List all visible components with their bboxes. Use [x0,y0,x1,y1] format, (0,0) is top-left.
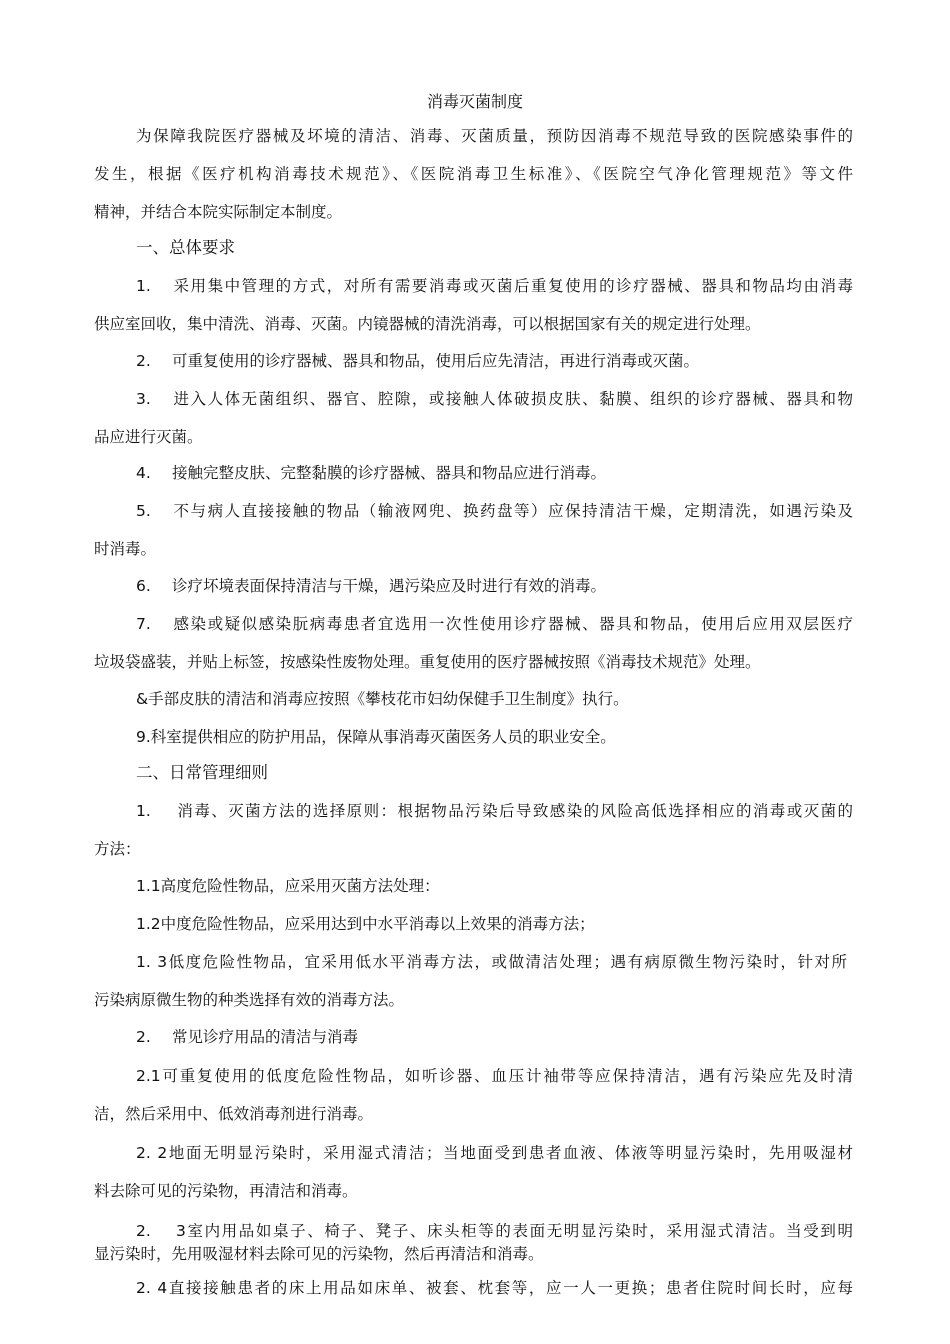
s1-item5-line2: 时消毒。 [94,540,157,558]
s1-item1-line2: 供应室回收，集中清洗、消毒、灭菌。内镜器械的清洗消毒，可以根据国家有关的规定进行处理。 [94,315,761,333]
s1-item4-text: 接触完整皮肤、完整黏膜的诊疗器械、器具和物品应进行消毒。 [172,464,607,482]
s2-item2-3-number: 2. [136,1222,151,1240]
intro-line-2: 发生，根据《医疗机构消毒技术规范》、《医院消毒卫生标准》、《医院空气净化管理规范》等文件 [94,165,853,183]
s2-item1-3-line2: 污染病原微生物的种类选择有效的消毒方法。 [94,991,405,1009]
s2-item2-3-text: 3室内用品如桌子、椅子、凳子、床头柜等的表面无明显污染时，采用湿式清洁。当受到明 [176,1222,853,1240]
s1-item8: &手部皮肤的清洁和消毒应按照《攀枝花市妇幼保健手卫生制度》执行。 [136,690,629,708]
s2-item2-3-line1 [136,1221,853,1241]
s1-item2-text: 可重复使用的诊疗器械、器具和物品，使用后应先清洁，再进行消毒或灭菌。 [172,352,700,370]
s2-item2-number: 2. [136,1028,151,1046]
s2-item1-text: 消毒、灭菌方法的选择原则：根据物品污染后导致感染的风险高低选择相应的消毒或灭菌的 [176,802,853,820]
s1-item6 [136,576,606,596]
s1-item7-line2: 垃圾袋盛装，并贴上标签，按感染性废物处理。重复使用的医疗器械按照《消毒技术规范》处理。 [94,653,761,671]
s2-item2-1-line1: 2.1可重复使用的低度危险性物品，如听诊器、血压计袖带等应保持清洁，遇有污染应先及时清 [136,1067,853,1085]
s2-item1-line1 [136,801,853,821]
s2-item1-2: 1.2中度危险性物品，应采用达到中水平消毒以上效果的消毒方法； [136,915,595,933]
s1-item5-line1 [136,501,853,521]
s1-item3-line2: 品应进行灭菌。 [94,428,203,446]
s1-item1-text: 采用集中管理的方式，对所有需要消毒或灭菌后重复使用的诊疗器械、器具和物品均由消毒 [172,277,853,295]
s1-item3-line1 [136,389,853,409]
s2-item2-1-line2: 洁，然后采用中、低效消毒剂进行消毒。 [94,1105,374,1123]
s2-item2-text: 常见诊疗用品的清洁与消毒 [172,1028,359,1046]
s1-item7-line1 [136,614,853,634]
s2-item2 [136,1027,358,1047]
section-heading-general: 一、总体要求 [136,238,235,257]
s2-item1-number: 1. [136,802,151,820]
intro-line-1: 为保障我院医疗器械及坏境的清洁、消毒、灭菌质量，预防因消毒不规范导致的医院感染事件的 [136,127,853,145]
s2-item1-line2: 方法： [94,840,141,858]
section-heading-daily: 二、日常管理细则 [136,763,268,782]
s1-item7-text: 感染或疑似感染朊病毒患者宜选用一次性使用诊疗器械、器具和物品，使用后应用双层医疗 [172,615,853,633]
s1-item3-text: 进入人体无菌组织、器官、腔隙，或接触人体破损皮肤、黏膜、组织的诊疗器械、器具和物 [172,390,853,408]
s1-item2 [136,351,699,371]
s1-item7-number: 7. [136,615,151,633]
s1-item1-line1 [136,276,853,296]
s1-item5-text: 不与病人直接接触的物品（输液网兜、换药盘等）应保持清洁干燥，定期清洗，如遇污染及 [172,502,853,520]
s2-item1-1: 1.1高度危险性物品，应采用灭菌方法处理： [136,877,440,895]
s1-item1-number: 1. [136,277,151,295]
s1-item4 [136,463,606,483]
s2-item2-2-line1: 2. 2地面无明显污染时，采用湿式清洁；当地面受到患者血液、体液等明显污染时，先用吸湿材 [136,1144,853,1162]
s2-item1-3-line1: 1. 3低度危险性物品，宜采用低水平消毒方法，或做清洁处理；遇有病原微生物污染时，针对所 [136,953,847,971]
intro-line-3: 精神，并结合本院实际制定本制度。 [94,203,343,221]
s1-item5-number: 5. [136,502,151,520]
s1-item9: 9.科室提供相应的防护用品，保障从事消毒灭菌医务人员的职业安全。 [136,728,616,746]
s1-item6-number: 6. [136,577,151,595]
s1-item4-number: 4. [136,464,151,482]
s1-item3-number: 3. [136,390,151,408]
s2-item2-4-line1: 2. 4直接接触患者的床上用品如床单、被套、枕套等，应一人一更换；患者住院时间长时，应每 [136,1279,853,1297]
document-title: 消毒灭菌制度 [426,92,523,111]
s2-item2-2-line2: 料去除可见的污染物，再清洁和消毒。 [94,1182,358,1200]
s1-item6-text: 诊疗坏境表面保持清洁与干燥，遇污染应及时进行有效的消毒。 [172,577,607,595]
s2-item2-3-line2: 显污染时，先用吸湿材料去除可见的污染物，然后再清洁和消毒。 [94,1245,544,1263]
s1-item2-number: 2. [136,352,151,370]
